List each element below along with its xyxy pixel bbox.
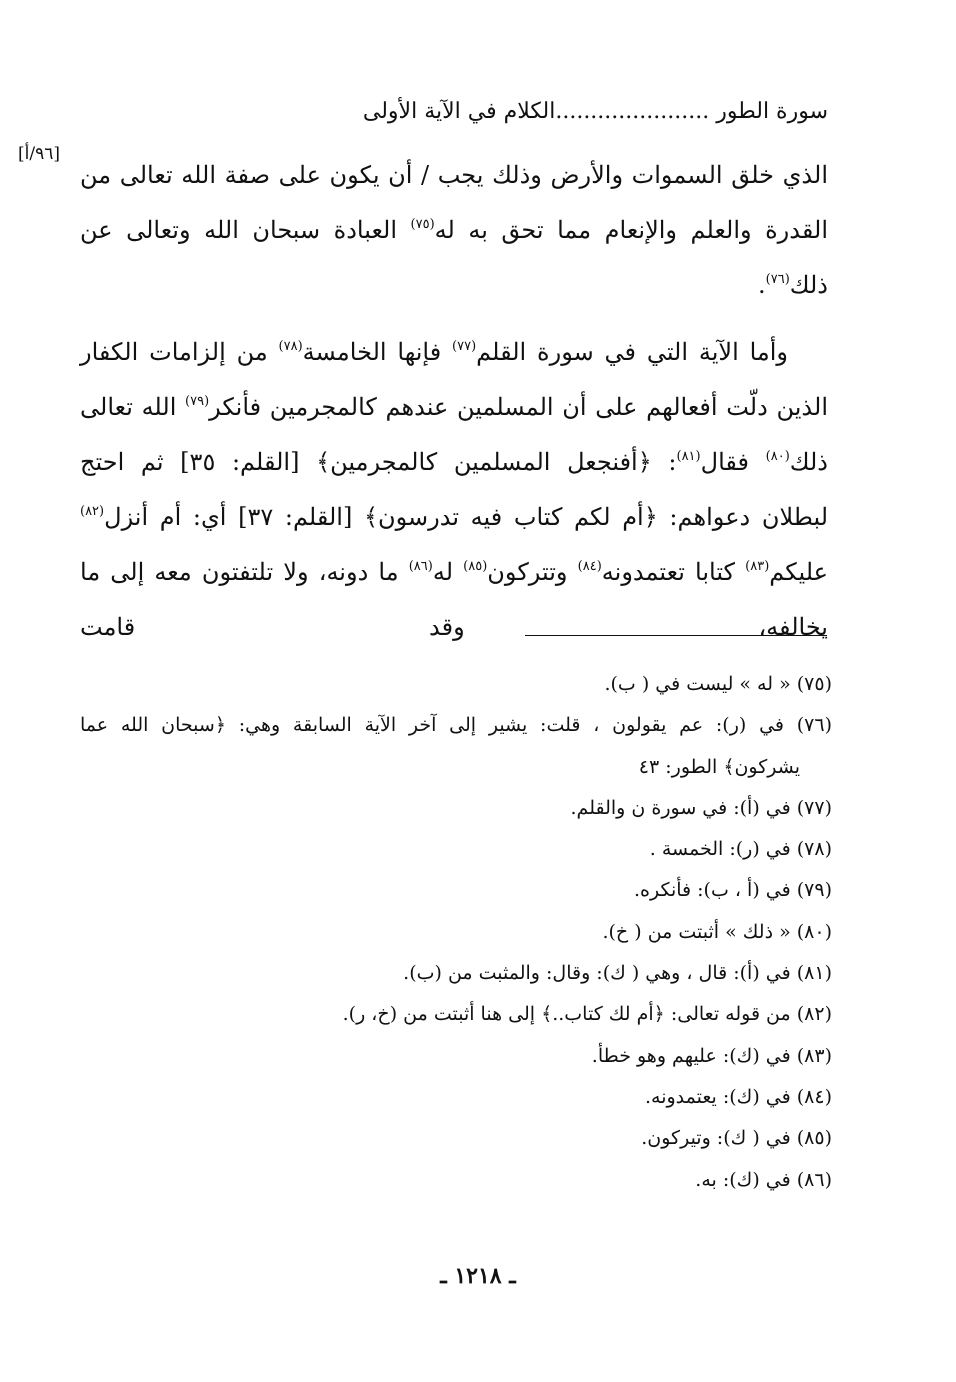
footnote-75: (٧٥) « له » ليست في ( ب). bbox=[604, 673, 832, 695]
footnote-ref-84[interactable]: (٨٤) bbox=[577, 559, 602, 574]
footnote-ref-82[interactable]: (٨٢) bbox=[80, 504, 105, 519]
paragraph-2-text-k: ما دونه، ولا تلتفتون معه إلى ما يخالفه، وقد قامت bbox=[80, 558, 828, 641]
footnote-ref-83[interactable]: (٨٣) bbox=[745, 559, 770, 574]
paragraph-2-text-h: كتابا تعتمدونه bbox=[601, 558, 746, 586]
paragraph-2-text-i: وتتركون bbox=[487, 558, 578, 586]
footnotes bbox=[80, 664, 832, 1201]
footnote-separator bbox=[525, 635, 827, 636]
running-header bbox=[80, 96, 828, 128]
paragraph-1-text: الذي خلق السموات والأرض وذلك يجب / أن يكون على صفة الله تعالى من القدرة والعلم والإنعام مما تحق به له bbox=[80, 161, 828, 244]
footnote-ref-77[interactable]: (٧٧) bbox=[452, 339, 477, 354]
footnote-84: (٨٤) في (ك): يعتمدونه. bbox=[644, 1085, 832, 1108]
footnote-85: (٨٥) في ( ك): وتيركون. bbox=[641, 1127, 832, 1150]
paragraph-1-text-b: العبادة سبحان الله وتعالى عن ذلك bbox=[80, 216, 828, 299]
footnote-ref-85[interactable]: (٨٥) bbox=[463, 559, 488, 574]
footnote-77: (٧٧) في (أ): في سورة ن والقلم. bbox=[570, 796, 832, 819]
paragraph-2-text-g: عليكم bbox=[769, 558, 828, 586]
footnote-ref-78[interactable]: (٧٨) bbox=[278, 339, 303, 354]
paragraph-2 bbox=[80, 325, 828, 655]
paragraph-2-text-a: وأما الآية التي في سورة القلم bbox=[476, 338, 789, 366]
footnote-ref-80[interactable]: (٨٠) bbox=[765, 449, 790, 464]
footnote-79: (٧٩) في (أ ، ب): فأنكره. bbox=[633, 879, 832, 902]
header-section: الكلام في الآية الأولى bbox=[362, 99, 556, 124]
paragraph-2-text-b: فإنها الخامسة bbox=[302, 338, 453, 366]
main-text bbox=[80, 148, 828, 655]
footnote-80: (٨٠) « ذلك » أثبتت من ( خ). bbox=[602, 920, 832, 943]
paragraph-2-text-f: : ﴿أفنجعل المسلمين كالمجرمين﴾ [القلم: ٣٥] ثم احتج لبطلان دعواهم: ﴿أم لكم كتاب فيه تدرسون﴾ [القلم: ٣٧] أي: أم أنزل bbox=[80, 448, 829, 531]
footnote-ref-75[interactable]: (٧٥) bbox=[410, 217, 435, 232]
footnote-82: (٨٢) من قوله تعالى: ﴿أم لك كتاب..﴾ إلى هنا أثبتت من (خ، ر). bbox=[342, 1003, 832, 1026]
footnote-83: (٨٣) في (ك): عليهم وهو خطأ. bbox=[591, 1044, 832, 1067]
footnote-76-line-1: (٧٦) في (ر): عم يقولون ، قلت: يشير إلى آخر الآية السابقة وهي: ﴿سبحان الله عما bbox=[80, 714, 832, 737]
paragraph-2-text-j: له bbox=[432, 558, 464, 586]
paragraph-2-text-c: من إلزامات الكفار الذين دلّت أفعالهم على أن المسلمين عندهم كالمجرمين فأنكر bbox=[80, 338, 829, 421]
paragraph-2-text-d: الله تعالى ذلك bbox=[80, 393, 828, 476]
footnote-76 bbox=[80, 705, 832, 788]
footnote-76-line-2: يشركون﴾ الطور: ٤٣ bbox=[638, 755, 800, 778]
footnote-ref-79[interactable]: (٧٩) bbox=[185, 394, 210, 409]
footnote-81: (٨١) في (أ): قال ، وهي ( ك): وقال: والمثبت من (ب). bbox=[403, 962, 832, 985]
paragraph-1 bbox=[80, 148, 828, 313]
header-surah: سورة الطور bbox=[716, 99, 828, 124]
page-number: ـ ١٢١٨ ـ bbox=[440, 1263, 516, 1289]
footnote-ref-86[interactable]: (٨٦) bbox=[408, 559, 433, 574]
paragraph-2-text-e: فقال bbox=[700, 448, 766, 476]
paragraph-1-end: . bbox=[758, 271, 766, 299]
footnote-78: (٧٨) في (ر): الخمسة . bbox=[649, 838, 832, 861]
manuscript-folio-marker: [٩٦/أ] bbox=[18, 144, 60, 164]
footnote-86: (٨٦) في (ك): به. bbox=[695, 1168, 832, 1191]
header-leader-dots: ...................... bbox=[555, 99, 710, 124]
footnote-ref-81[interactable]: (٨١) bbox=[676, 449, 701, 464]
footnote-ref-76[interactable]: (٧٦) bbox=[765, 272, 790, 287]
